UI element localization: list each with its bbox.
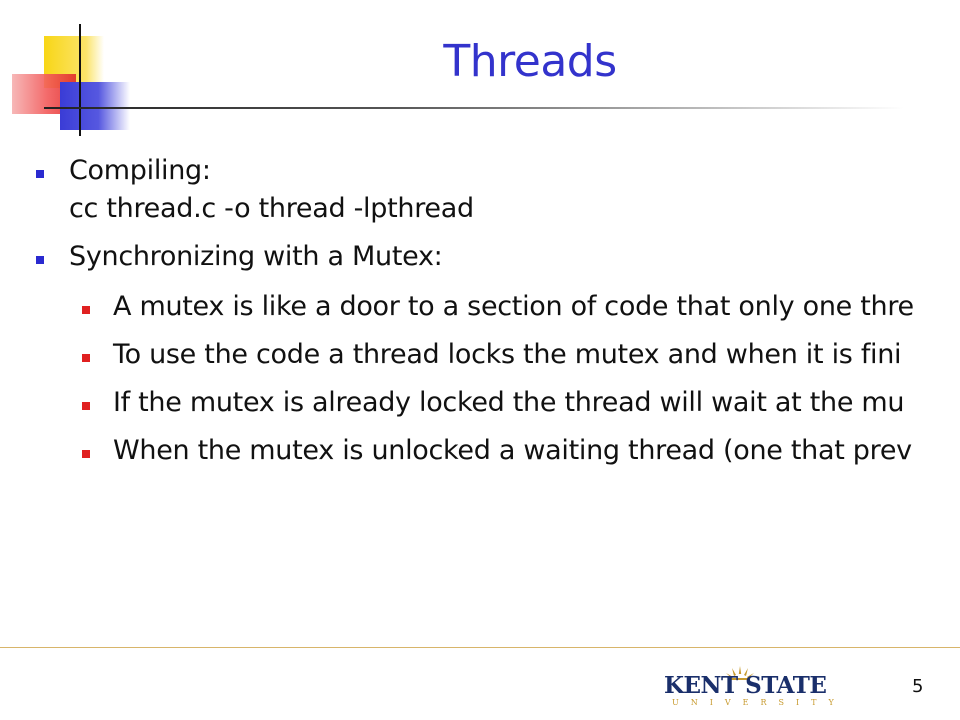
logo-subtitle: UNIVERSITY bbox=[672, 698, 846, 707]
logo-wordmark: KENT STATE bbox=[664, 672, 827, 699]
bullet-marker-level2 bbox=[82, 450, 90, 458]
bullet-marker-level2 bbox=[82, 306, 90, 314]
footer-rule bbox=[0, 647, 960, 648]
kent-state-logo bbox=[660, 664, 850, 710]
bullet-item-continuation: cc thread.c -o thread -lpthread bbox=[69, 193, 474, 224]
bullet-marker-level1 bbox=[36, 256, 44, 264]
vertical-rule-decoration bbox=[79, 24, 81, 136]
sub-bullet-item: If the mutex is already locked the thread will wait at the mu bbox=[113, 387, 905, 418]
page-number: 5 bbox=[912, 676, 924, 697]
bullet-marker-level1 bbox=[36, 170, 44, 178]
blue-square-decoration bbox=[60, 82, 130, 130]
bullet-marker-level2 bbox=[82, 354, 90, 362]
title-underline bbox=[44, 107, 904, 109]
bullet-item: Synchronizing with a Mutex: bbox=[69, 241, 443, 272]
bullet-item: Compiling: bbox=[69, 155, 211, 186]
sub-bullet-item: To use the code a thread locks the mutex and when it is fini bbox=[113, 339, 902, 370]
bullet-marker-level2 bbox=[82, 402, 90, 410]
slide-title: Threads bbox=[443, 36, 617, 87]
sub-bullet-item: When the mutex is unlocked a waiting thread (one that prev bbox=[113, 435, 912, 466]
sub-bullet-item: A mutex is like a door to a section of code that only one thre bbox=[113, 291, 914, 322]
